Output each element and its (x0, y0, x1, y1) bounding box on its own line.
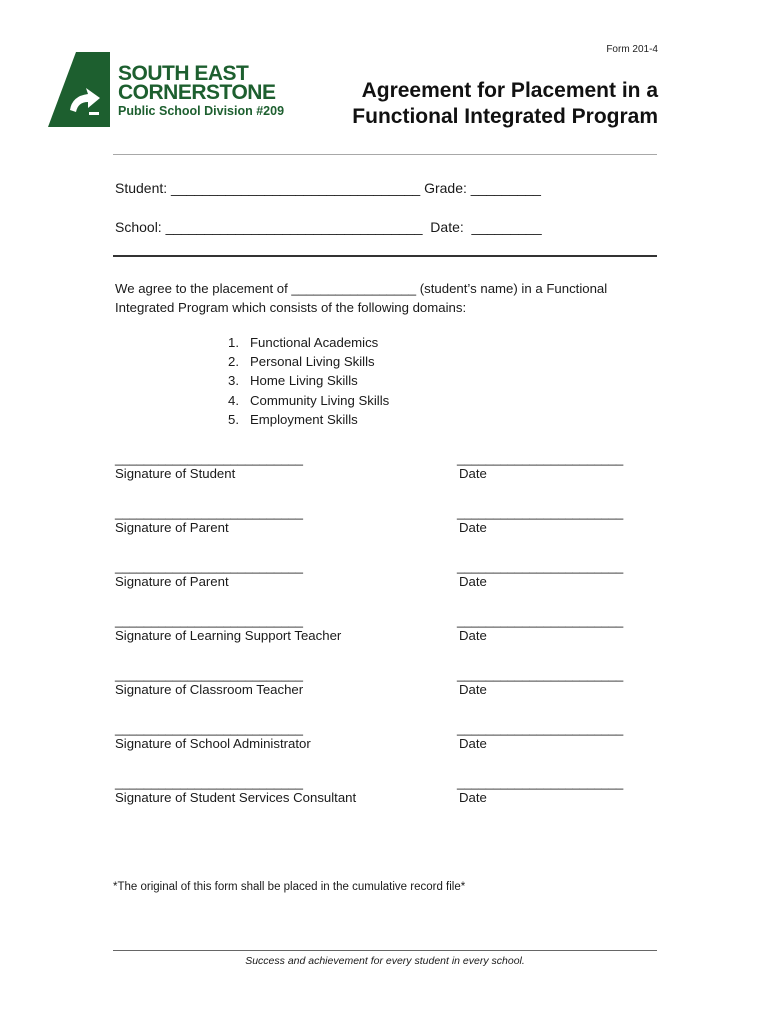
page-title (352, 78, 658, 130)
date-label: Date (459, 574, 487, 589)
signature-line[interactable]: __________________________ (115, 451, 303, 466)
signature-label: Signature of Student Services Consultant (115, 790, 357, 805)
signature-line[interactable]: __________________________ (115, 559, 303, 574)
signature-label: Signature of Parent (115, 520, 229, 535)
signature-label: Signature of Classroom Teacher (115, 682, 304, 697)
signature-line[interactable]: __________________________ (115, 613, 303, 628)
date-label: Date (459, 790, 487, 805)
date-line[interactable]: _______________________ (457, 613, 624, 628)
signature-label: Signature of Parent (115, 574, 229, 589)
date-label: Date (459, 628, 487, 643)
logo-line-1: SOUTH EAST (118, 62, 249, 85)
date-line[interactable]: _______________________ (457, 667, 624, 682)
date-line[interactable]: _______________________ (457, 451, 624, 466)
list-item: 1. Functional Academics (228, 335, 379, 350)
title-line-1: Agreement for Placement in a (361, 79, 658, 102)
division-logo-text (118, 64, 284, 119)
domains-list (228, 333, 389, 429)
date-label: Date (459, 466, 487, 481)
signature-line[interactable]: __________________________ (115, 667, 303, 682)
agreement-paragraph: We agree to the placement of _________________ (student’s name) in a Functional Integrated Program which consists of the following domains: (115, 281, 608, 315)
signature-line[interactable]: __________________________ (115, 775, 303, 790)
date-label: Date (459, 520, 487, 535)
record-file-note: *The original of this form shall be placed in the cumulative record file* (113, 881, 466, 893)
title-line-2: Functional Integrated Program (352, 105, 658, 128)
school-date-field[interactable]: School: _________________________________ Date: _________ (115, 219, 542, 235)
date-line[interactable]: _______________________ (457, 559, 624, 574)
logo-line-2: CORNERSTONE (118, 81, 276, 104)
student-grade-field[interactable]: Student: ________________________________ Grade: _________ (115, 180, 541, 196)
footer-divider (113, 950, 657, 951)
list-item: 3. Home Living Skills (228, 373, 358, 389)
date-label: Date (459, 682, 487, 697)
list-item: 4. Community Living Skills (228, 392, 390, 408)
header-divider (113, 154, 657, 155)
date-line[interactable]: _______________________ (457, 721, 624, 736)
list-item: 2. Personal Living Skills (228, 354, 375, 370)
signature-line[interactable]: __________________________ (115, 721, 303, 736)
logo-line-3: Public School Division #209 (118, 104, 285, 118)
signature-label: Signature of Student (115, 466, 236, 481)
form-number: Form 201-4 (606, 44, 658, 55)
fields-divider (113, 255, 657, 257)
signature-label: Signature of Learning Support Teacher (115, 628, 342, 643)
list-item: 5. Employment Skills (228, 411, 358, 427)
date-label: Date (459, 736, 487, 751)
date-line[interactable]: _______________________ (457, 505, 624, 520)
footer-tagline: Success and achievement for every student in every school. (245, 955, 525, 967)
date-line[interactable]: _______________________ (457, 775, 624, 790)
signature-label: Signature of School Administrator (115, 736, 311, 751)
signature-line[interactable]: __________________________ (115, 505, 303, 520)
